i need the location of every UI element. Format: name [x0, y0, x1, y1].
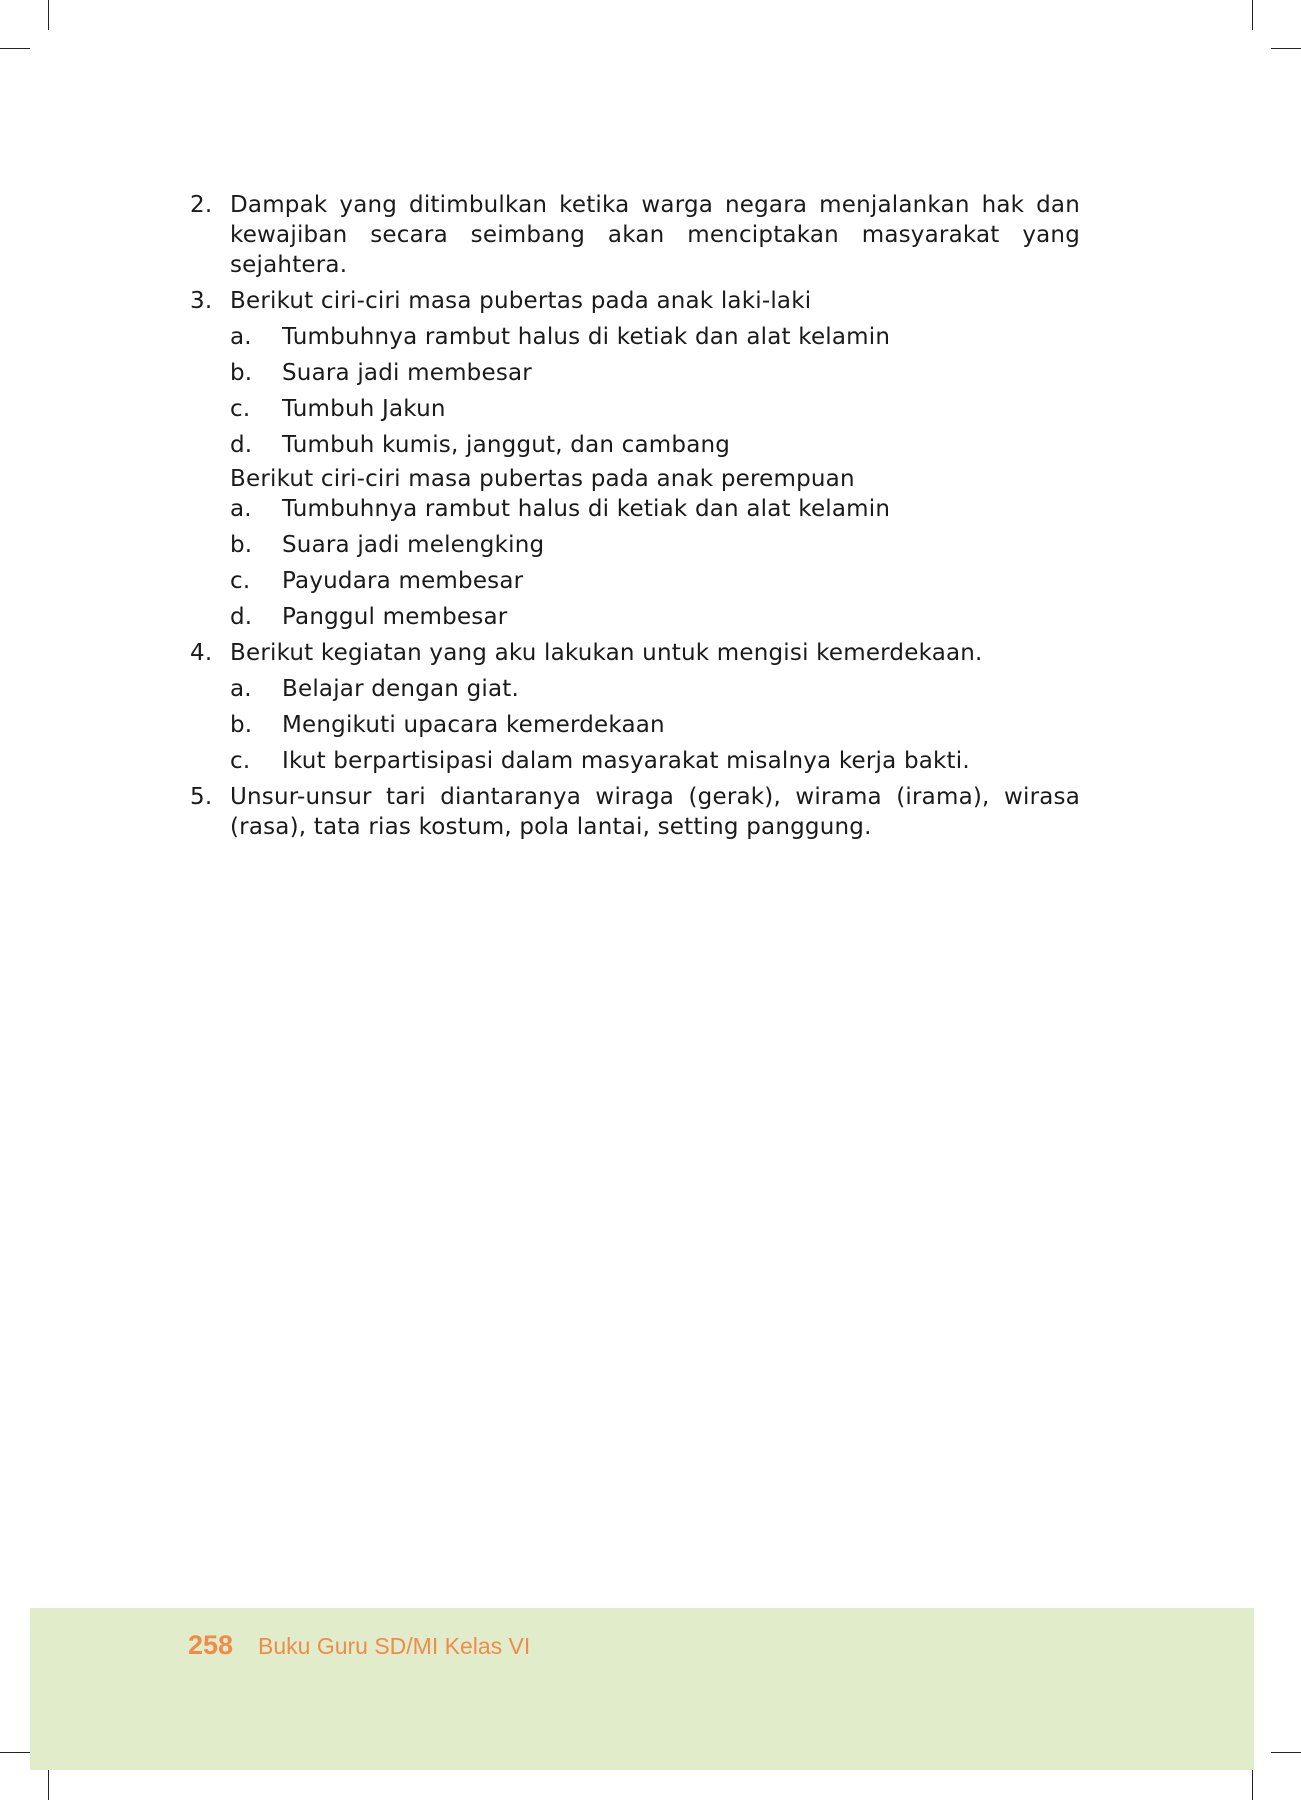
sub-item	[230, 566, 1080, 596]
sub-text: Mengikuti upacara kemerdekaan	[282, 712, 665, 738]
item-intro: Berikut ciri-ciri masa pubertas pada anak laki-laki	[230, 288, 812, 314]
sub-item	[230, 394, 1080, 424]
crop-mark	[48, 1770, 49, 1800]
item-intro: Berikut kegiatan yang aku lakukan untuk mengisi kemerdekaan.	[230, 640, 983, 666]
sub-letter: b.	[230, 532, 253, 558]
sub-text: Belajar dengan giat.	[282, 676, 519, 702]
sub-text: Tumbuh Jakun	[282, 396, 446, 422]
item-number: 4.	[190, 640, 213, 666]
sub-letter: d.	[230, 432, 253, 458]
sub-text: Panggul membesar	[282, 604, 508, 630]
sub-item	[230, 530, 1080, 560]
list-item	[190, 190, 1080, 280]
sub-item	[230, 710, 1080, 740]
sub-item	[230, 358, 1080, 388]
item-text: Dampak yang ditimbulkan ketika warga negara menjalankan hak dan kewajiban secara seimbang akan menciptakan masyarakat yang sejahtera.	[230, 192, 1080, 278]
sub-letter: b.	[230, 712, 253, 738]
sub-item	[230, 494, 1080, 524]
sub-letter: c.	[230, 568, 251, 594]
sub-item	[230, 746, 1080, 776]
crop-mark	[1271, 48, 1301, 49]
crop-mark	[0, 48, 30, 49]
list-item	[190, 286, 1080, 632]
list-item	[190, 782, 1080, 842]
sub-letter: b.	[230, 360, 253, 386]
sub-letter: a.	[230, 676, 252, 702]
sub-item	[230, 674, 1080, 704]
sub-letter: d.	[230, 604, 253, 630]
sub-letter: c.	[230, 748, 251, 774]
answer-list	[190, 190, 1080, 848]
sub-text: Payudara membesar	[282, 568, 524, 594]
item-number: 5.	[190, 784, 213, 810]
sub-text: Tumbuh kumis, janggut, dan cambang	[282, 432, 731, 458]
sub-text: Suara jadi melengking	[282, 532, 545, 558]
crop-mark	[0, 1752, 30, 1753]
item-number: 3.	[190, 288, 213, 314]
item-intro: Berikut ciri-ciri masa pubertas pada anak perempuan	[230, 466, 855, 492]
sub-item	[230, 602, 1080, 632]
sub-letter: c.	[230, 396, 251, 422]
list-item	[190, 638, 1080, 776]
sub-item	[230, 322, 1080, 352]
sub-letter: a.	[230, 496, 252, 522]
crop-mark	[1271, 1752, 1301, 1753]
page-number: 258	[188, 1630, 234, 1660]
crop-mark	[1252, 1770, 1253, 1800]
crop-mark	[48, 0, 49, 30]
sub-letter: a.	[230, 324, 252, 350]
sub-item	[230, 430, 1080, 460]
page-footer	[30, 1608, 1254, 1770]
item-text: Unsur-unsur tari diantaranya wiraga (gerak), wirama (irama), wirasa (rasa), tata rias kostum, pola lantai, setting panggung.	[230, 784, 1080, 840]
sub-text: Suara jadi membesar	[282, 360, 532, 386]
sub-text: Tumbuhnya rambut halus di ketiak dan alat kelamin	[282, 324, 891, 350]
crop-mark	[1252, 0, 1253, 30]
item-number: 2.	[190, 192, 213, 218]
sub-text: Tumbuhnya rambut halus di ketiak dan alat kelamin	[282, 496, 891, 522]
book-title: Buku Guru SD/MI Kelas VI	[258, 1633, 531, 1659]
sub-text: Ikut berpartisipasi dalam masyarakat misalnya kerja bakti.	[282, 748, 970, 774]
